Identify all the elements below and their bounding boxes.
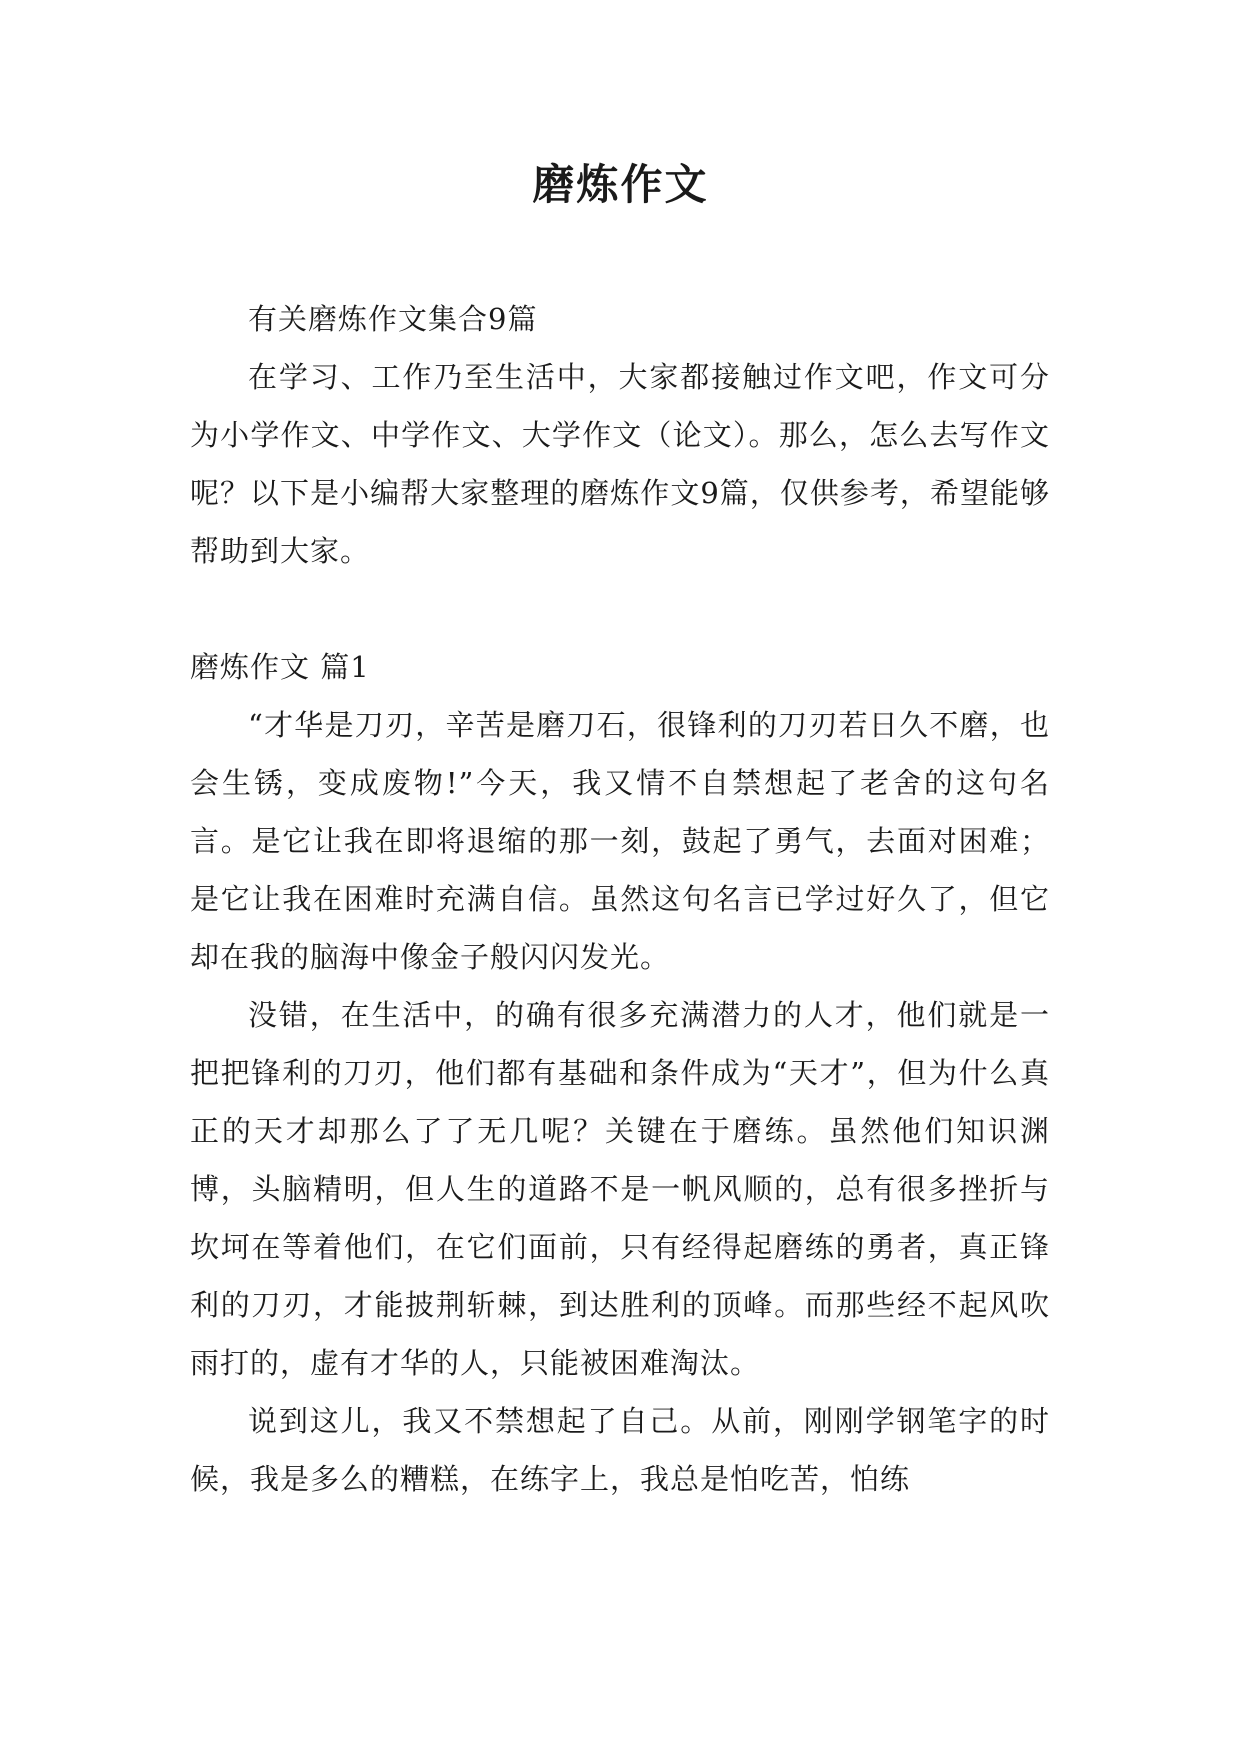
body-paragraph: 说到这儿，我又不禁想起了自己。从前，刚刚学钢笔字的时候，我是多么的糟糕，在练字上，我总是怕吃苦，怕练 <box>190 1404 1050 1496</box>
intro-paragraph: 在学习、工作乃至生活中，大家都接触过作文吧，作文可分为小学作文、中学作文、大学作文（论文）。那么，怎么去写作文呢？以下是小编帮大家整理的磨炼作文9篇，仅供参考，希望能够帮助到大家。 <box>190 360 1050 568</box>
document-body <box>190 290 1050 1508</box>
document-subtitle: 有关磨炼作文集合9篇 <box>248 302 538 336</box>
body-paragraph: 没错，在生活中，的确有很多充满潜力的人才，他们就是一把把锋利的刀刃，他们都有基础和条件成为“天才”，但为什么真正的天才却那么了了无几呢？关键在于磨练。虽然他们知识渊博，头脑精明，但人生的道路不是一帆风顺的，总有很多挫折与坎坷在等着他们，在它们面前，只有经得起磨练的勇者，真正锋利的刀刃，才能披荆斩棘，到达胜利的顶峰。而那些经不起风吹雨打的，虚有才华的人，只能被困难淘汰。 <box>190 998 1050 1380</box>
section-gap <box>190 580 1050 638</box>
body-paragraph: “才华是刀刃，辛苦是磨刀石，很锋利的刀刃若日久不磨，也会生锈，变成废物!”今天，我又情不自禁想起了老舍的这句名言。是它让我在即将退缩的那一刻，鼓起了勇气，去面对困难；是它让我在困难时充满自信。虽然这句名言已学过好久了，但它却在我的脑海中像金子般闪闪发光。 <box>190 708 1050 974</box>
section-heading: 磨炼作文 篇1 <box>190 650 370 684</box>
document-title: 磨炼作文 <box>532 160 709 209</box>
